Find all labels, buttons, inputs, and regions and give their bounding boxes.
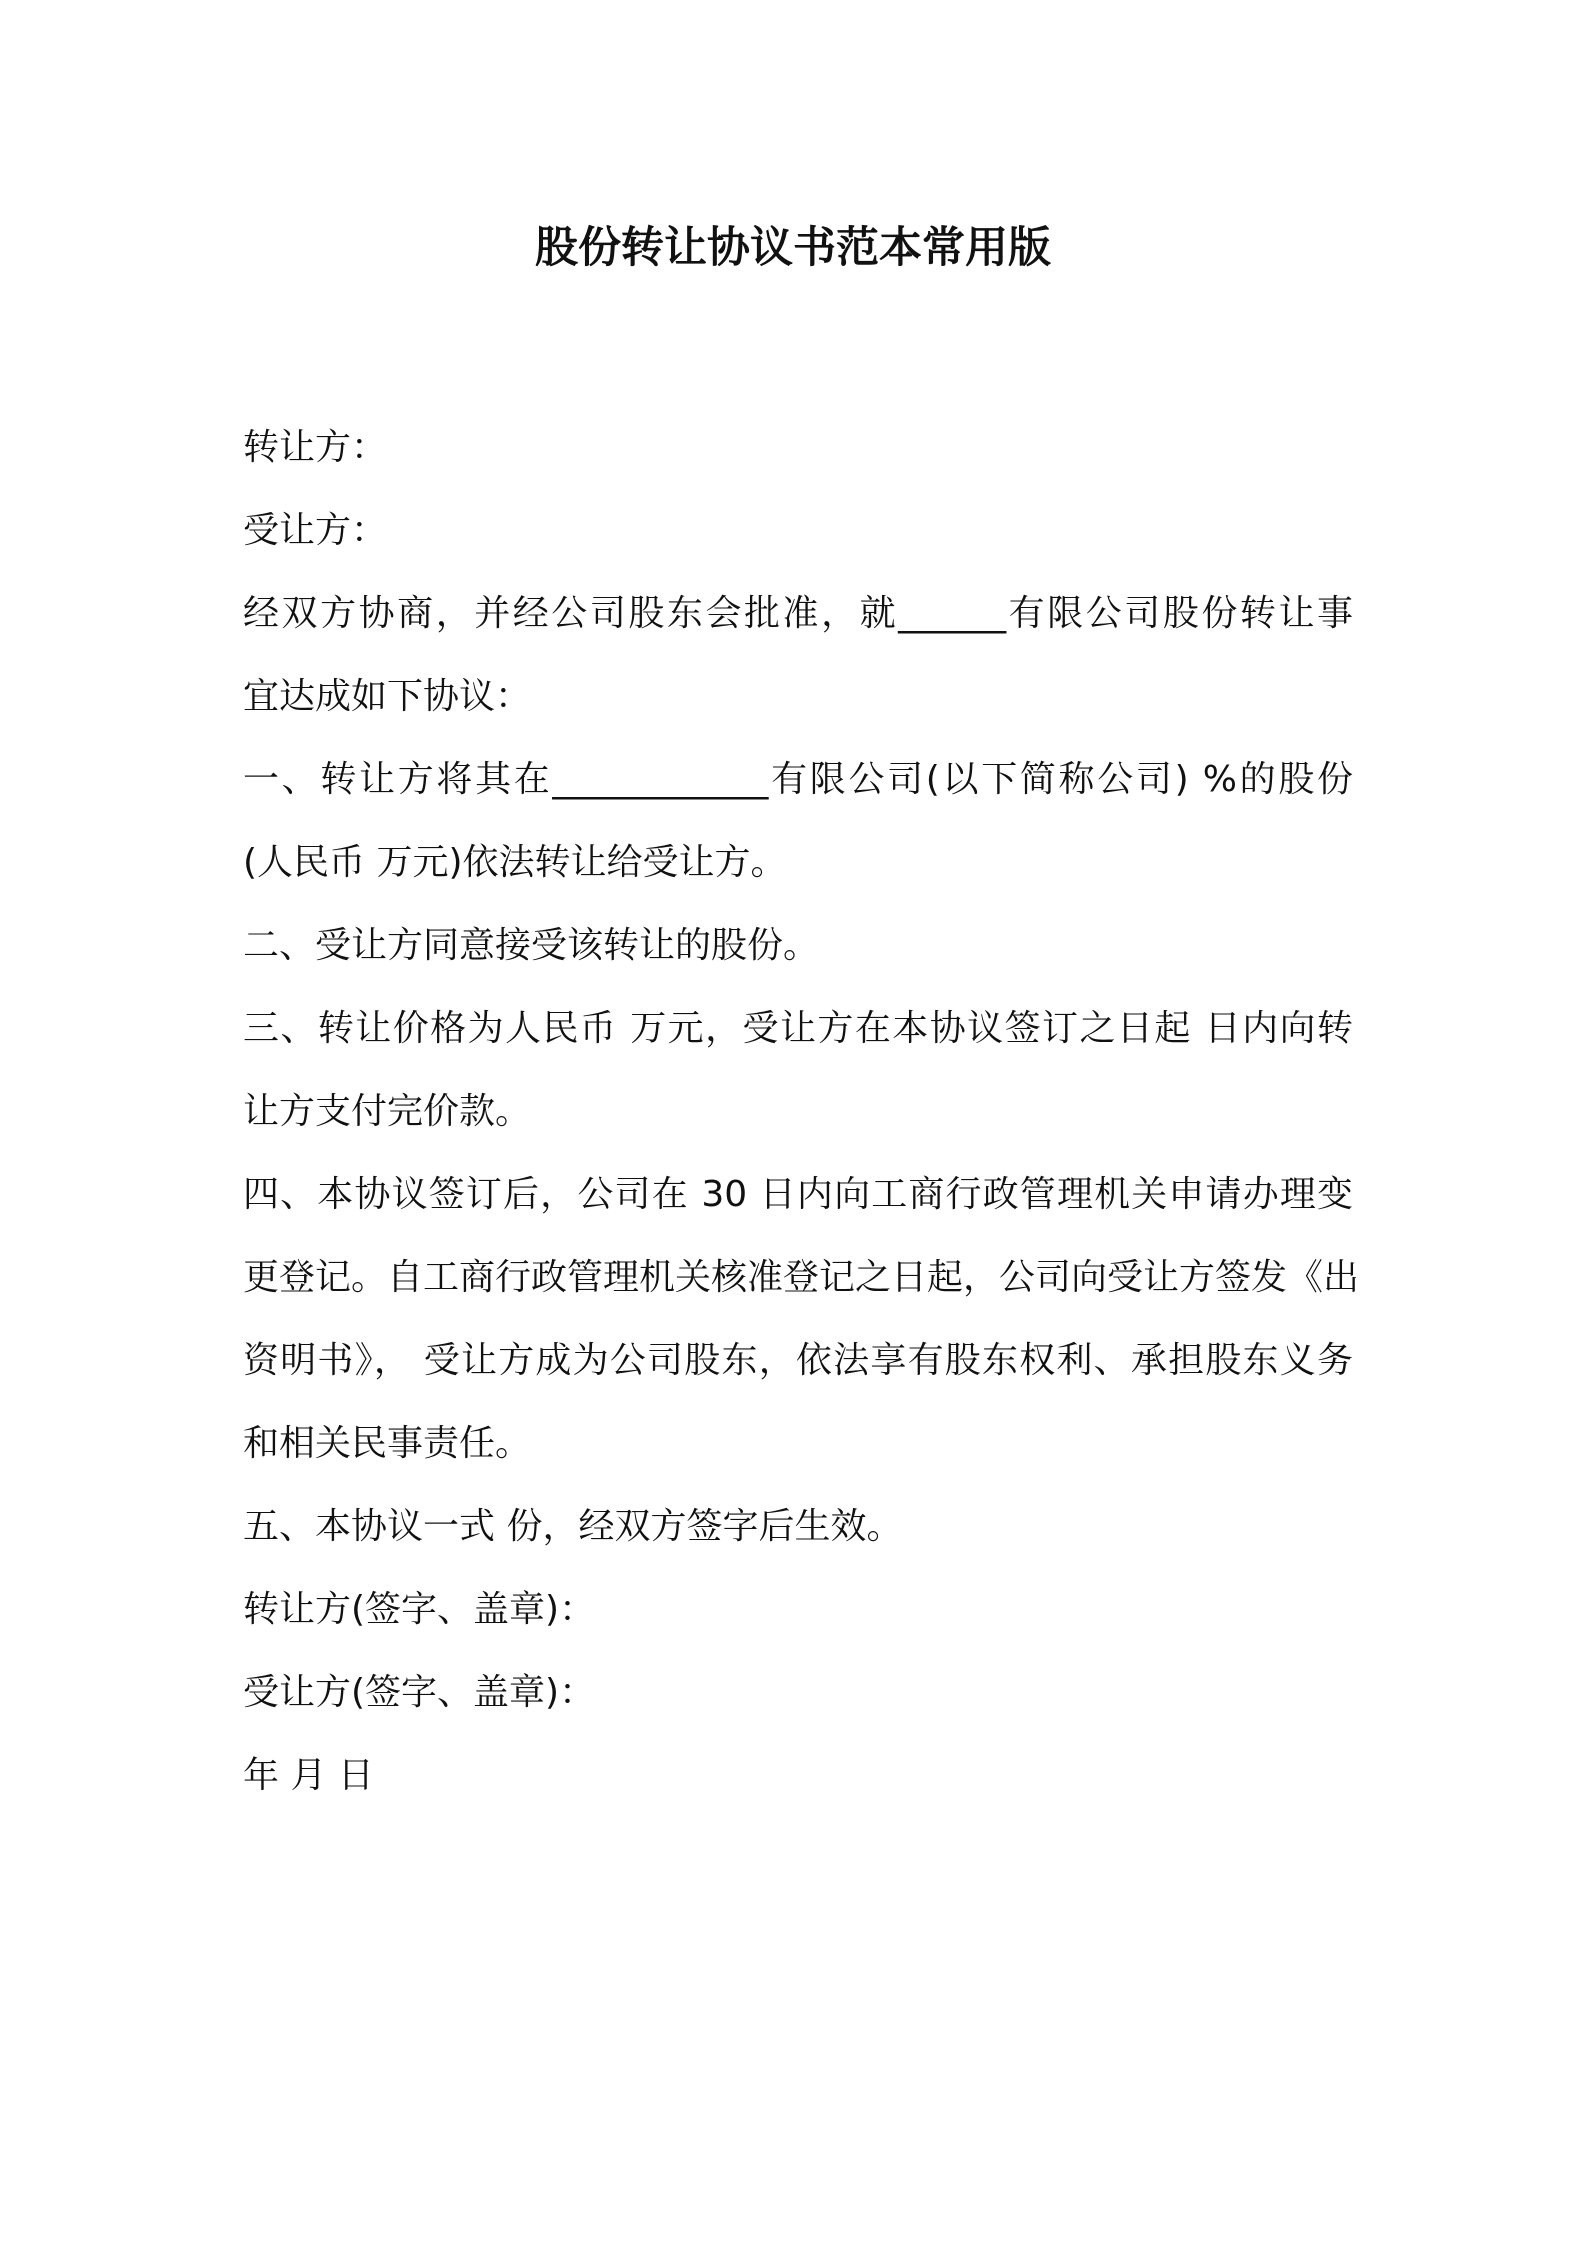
transferee-line xyxy=(243,489,1353,572)
transferor-signature-line xyxy=(243,1568,1353,1651)
clause-1-line-1 xyxy=(243,738,1353,821)
clause-4-line-4 xyxy=(243,1402,1353,1485)
date-line xyxy=(243,1734,1353,1817)
text-line: (人民币 万元)依法转让给受让方。 xyxy=(243,842,787,883)
text-line: 二、受让方同意接受该转让的股份。 xyxy=(243,925,820,966)
text-line: 宜达成如下协议： xyxy=(243,676,532,717)
text-line: 和相关民事责任。 xyxy=(243,1423,532,1464)
clause-3-line-1 xyxy=(243,987,1353,1070)
text-line: 受让方： xyxy=(243,510,388,551)
text-line: 更登记。自工商行政管理机关核准登记之日起，公司向受让方签发《出 xyxy=(243,1257,1360,1298)
text-line: 年 月 日 xyxy=(243,1755,374,1796)
text-line: 转让方： xyxy=(243,427,388,468)
text-line: 一、转让方将其在____________有限公司(以下简称公司) %的股份 xyxy=(243,759,1353,800)
preamble-line-2 xyxy=(243,655,1353,738)
text-line: 转让方(签字、盖章)： xyxy=(243,1589,596,1630)
preamble-line-1 xyxy=(243,572,1353,655)
text-line: 资明书》， 受让方成为公司股东，依法享有股东权利、承担股东义务 xyxy=(243,1340,1353,1381)
text-line: 三、转让价格为人民币 万元，受让方在本协议签订之日起 日内向转 xyxy=(243,1008,1353,1049)
clause-5-line xyxy=(243,1485,1353,1568)
clause-4-line-2 xyxy=(243,1236,1360,1319)
text-line: 让方支付完价款。 xyxy=(243,1091,532,1132)
document-body xyxy=(243,406,1360,1817)
clause-3-line-2 xyxy=(243,1070,1353,1153)
text-line: 四、本协议签订后，公司在 30 日内向工商行政管理机关申请办理变 xyxy=(243,1174,1353,1215)
clause-2-line xyxy=(243,904,1353,987)
clause-4-line-1 xyxy=(243,1153,1353,1236)
text-line: 五、本协议一式 份，经双方签字后生效。 xyxy=(243,1506,903,1547)
transferor-line xyxy=(243,406,1353,489)
text-line: 受让方(签字、盖章)： xyxy=(243,1672,596,1713)
transferee-signature-line xyxy=(243,1651,1353,1734)
text-line: 经双方协商，并经公司股东会批准，就______有限公司股份转让事 xyxy=(243,593,1353,634)
document-title: 股份转让协议书范本常用版 xyxy=(535,223,1051,273)
clause-4-line-3 xyxy=(243,1319,1353,1402)
clause-1-line-2 xyxy=(243,821,1353,904)
